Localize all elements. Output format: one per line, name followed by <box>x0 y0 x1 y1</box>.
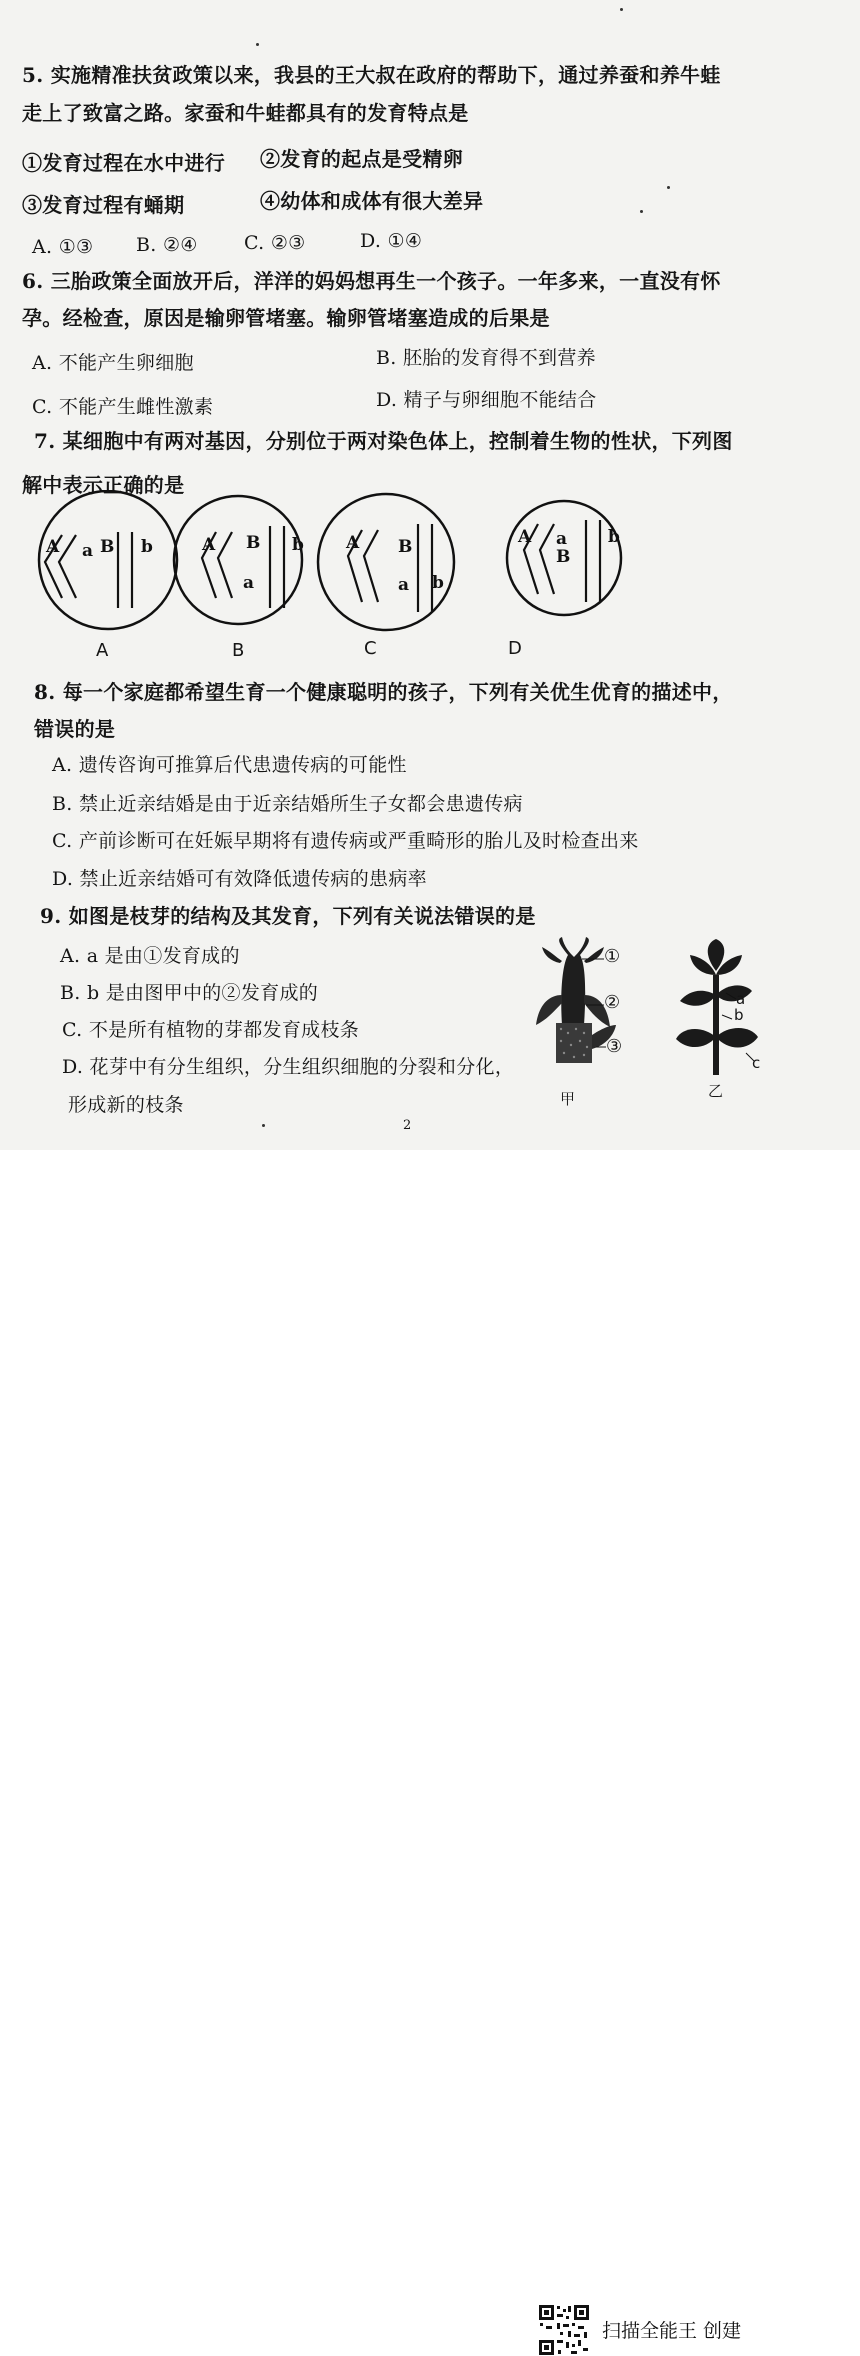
q5-option-d: D. ①④ <box>360 230 423 252</box>
q5-statement-1: ①发育过程在水中进行 <box>22 151 225 175</box>
q9-stem: 9. 如图是枝芽的结构及其发育，下列有关说法错误的是 <box>40 904 536 928</box>
svg-text:B: B <box>100 537 115 557</box>
q7-label-b: B <box>232 640 245 661</box>
svg-text:B: B <box>556 547 571 567</box>
q5-statement-2: ②发育的起点是受精卵 <box>260 147 463 171</box>
svg-text:b: b <box>608 527 620 547</box>
qr-code-icon[interactable] <box>538 2304 590 2356</box>
shoot-label-b: b <box>734 1006 744 1024</box>
q5-statement-3: ③发育过程有蛹期 <box>22 193 185 217</box>
q9-option-d-line2: 形成新的枝条 <box>68 1094 184 1116</box>
q6-option-a: A. 不能产生卵细胞 <box>32 352 194 374</box>
svg-text:a: a <box>82 541 94 561</box>
q8-option-b: B. 禁止近亲结婚是由于近亲结婚所生子女都会患遗传病 <box>52 793 523 815</box>
bud-mark-1: ① <box>604 946 621 967</box>
svg-text:A: A <box>346 533 360 553</box>
q5-statement-4: ④幼体和成体有很大差异 <box>260 189 484 213</box>
q6-stem-line1: 6. 三胎政策全面放开后，洋洋的妈妈想再生一个孩子。一年多来，一直没有怀 <box>22 269 721 293</box>
svg-text:a: a <box>243 573 255 593</box>
figure-jia-label: 甲 <box>560 1090 576 1108</box>
page-number: 2 <box>403 1118 412 1133</box>
svg-text:a: a <box>398 575 410 595</box>
q5-option-c: C. ②③ <box>244 232 306 254</box>
q6-option-b: B. 胚胎的发育得不到营养 <box>376 347 596 369</box>
cell-c-diagram <box>318 494 454 630</box>
q7-label-d: D <box>508 638 522 659</box>
svg-text:A: A <box>46 537 60 557</box>
scanner-footer <box>0 1150 860 2342</box>
q8-option-c: C. 产前诊断可在妊娠早期将有遗传病或严重畸形的胎儿及时检查出来 <box>52 830 639 852</box>
q9-option-b: B. b 是由图甲中的②发育成的 <box>60 982 319 1004</box>
shoot-label-a: a <box>736 990 746 1008</box>
q5-stem-line1: 5. 实施精准扶贫政策以来，我县的王大叔在政府的帮助下，通过养蚕和养牛蛙 <box>22 63 721 87</box>
q7-diagrams <box>0 490 860 665</box>
svg-text:A: A <box>518 527 532 547</box>
q9-option-d-line1: D. 花芽中有分生组织，分生组织细胞的分裂和分化， <box>62 1056 515 1078</box>
q5-stem-line2: 走上了致富之路。家蚕和牛蛙都具有的发育特点是 <box>22 101 469 125</box>
q7-stem-line1: 7. 某细胞中有两对基因，分别位于两对染色体上，控制着生物的性状，下列图 <box>34 429 733 453</box>
svg-text:b: b <box>141 537 153 557</box>
q5-option-a: A. ①③ <box>32 236 94 258</box>
svg-text:B: B <box>398 537 413 557</box>
shoot-label-c: c <box>752 1054 761 1072</box>
q5-option-b: B. ②④ <box>136 234 198 256</box>
q7-label-a: A <box>96 640 109 661</box>
q8-stem-line1: 8. 每一个家庭都希望生育一个健康聪明的孩子，下列有关优生优育的描述中， <box>34 680 733 704</box>
q7-stem-line2: 解中表示正确的是 <box>22 473 185 497</box>
q9-option-c: C. 不是所有植物的芽都发育成枝条 <box>62 1019 360 1041</box>
q6-option-c: C. 不能产生雌性激素 <box>32 396 214 418</box>
q8-option-a: A. 遗传咨询可推算后代患遗传病的可能性 <box>52 754 407 776</box>
q6-option-d: D. 精子与卵细胞不能结合 <box>376 389 597 411</box>
q9-option-a: A. a 是由①发育成的 <box>60 945 240 967</box>
cell-b-diagram <box>174 496 304 624</box>
svg-text:B: B <box>246 533 261 553</box>
svg-text:a: a <box>556 529 568 549</box>
bud-mark-2: ② <box>604 992 621 1013</box>
scanner-brand-text: 扫描全能王 创建 <box>602 2320 742 2342</box>
svg-text:b: b <box>432 573 444 593</box>
q8-option-d: D. 禁止近亲结婚可有效降低遗传病的患病率 <box>52 868 427 890</box>
q7-label-c: C <box>364 638 377 659</box>
bud-mark-3: ③ <box>606 1036 623 1057</box>
figure-yi-label: 乙 <box>708 1082 724 1100</box>
q6-stem-line2: 孕。经检查，原因是输卵管堵塞。输卵管堵塞造成的后果是 <box>22 306 550 330</box>
cell-d-diagram <box>507 501 621 615</box>
svg-text:b: b <box>292 535 304 555</box>
exam-page <box>0 0 860 1150</box>
cell-a-diagram <box>39 491 177 629</box>
q8-stem-line2: 错误的是 <box>34 717 116 741</box>
svg-text:A: A <box>202 535 216 555</box>
